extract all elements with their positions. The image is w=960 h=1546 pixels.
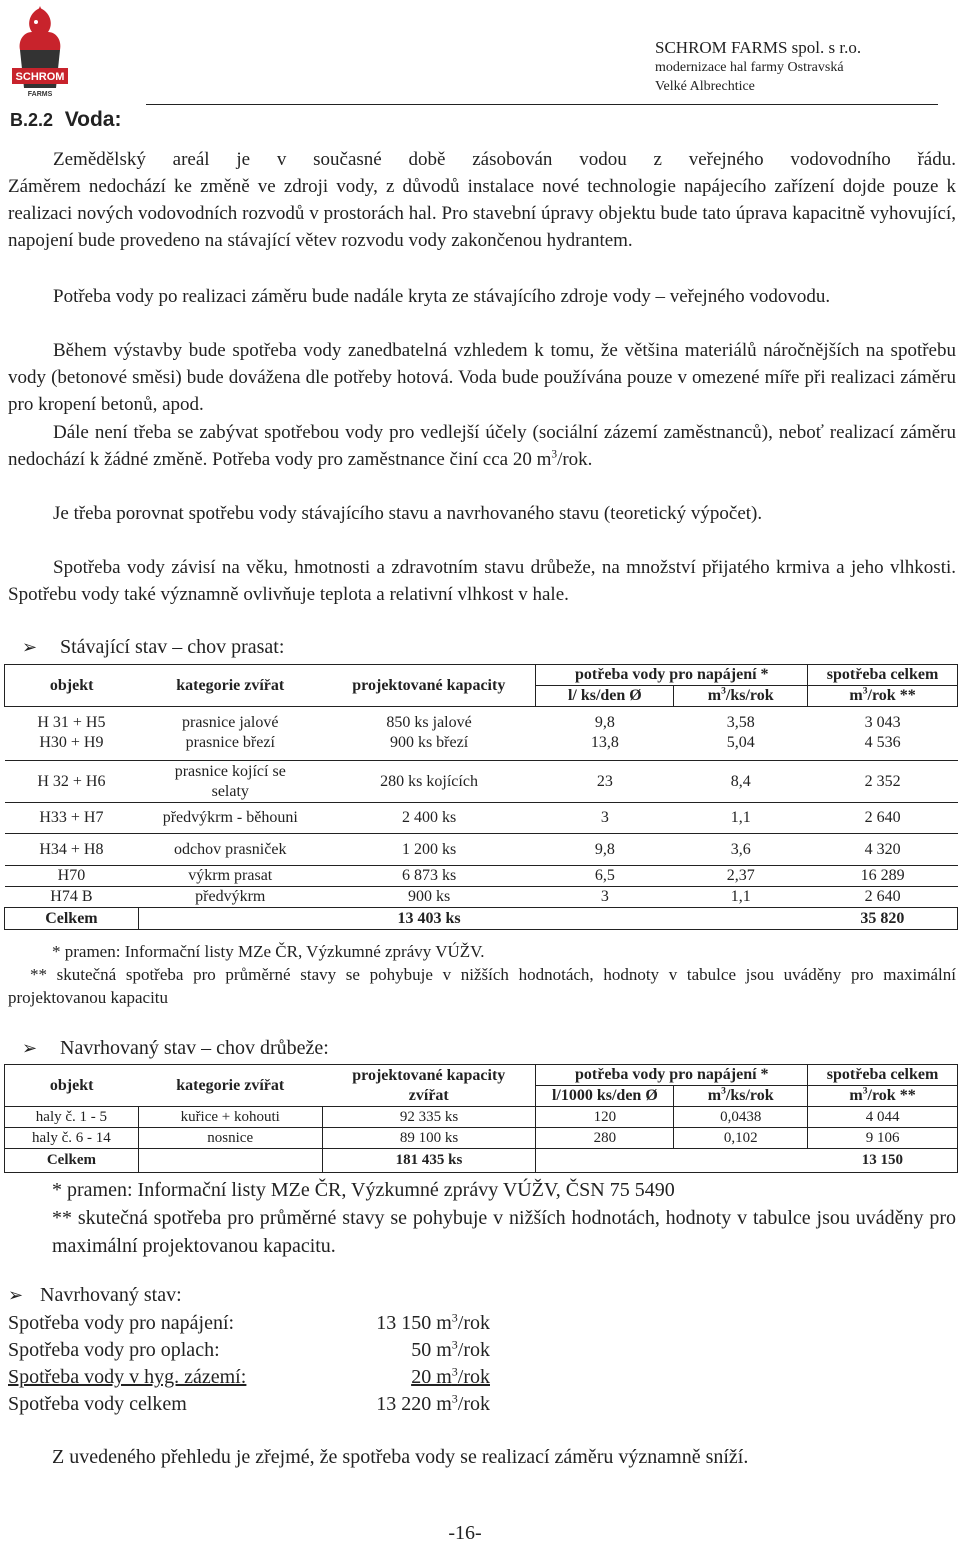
table2-total-row: Celkem 181 435 ks 13 150	[5, 1149, 958, 1173]
table2-col-m3rok: $m^3$/rok **	[808, 1086, 958, 1107]
header-rule	[146, 104, 938, 105]
table-row: H30 + H9 prasnice březí 900 ks březí 13,8 5,04 4 536	[39, 733, 901, 751]
table-current-state	[4, 664, 958, 930]
page-number: -16-	[448, 1522, 482, 1544]
summary-heading-text: Navrhovaný stav:	[40, 1284, 182, 1306]
table-row: H33 + H7 předvýkrm - běhouni 2 400 ks 3 1,1 2 640	[5, 803, 958, 834]
table2-col-objekt: objekt	[5, 1065, 139, 1107]
summary-row: Spotřeba vody pro oplach: 50 $m^3$/rok	[8, 1337, 490, 1361]
summary-row: Spotřeba vody celkem 13 220 $m^3$/rok	[8, 1391, 490, 1415]
table-row: H74 B předvýkrm 900 ks 3 1,1 2 640	[5, 887, 958, 908]
table1-heading	[22, 636, 284, 659]
summary-heading	[8, 1284, 182, 1307]
table-row: H 31 + H5 prasnice jalové 850 ks jalové 9,8 3,58 3 043	[37, 713, 901, 731]
table-row: haly č. 6 - 14 nosnice 89 100 ks 280 0,102 9 106	[5, 1128, 958, 1149]
table-row: H 32 + H6 prasnice kojící se selaty 280 ks kojících 23 8,4 2 352	[5, 761, 958, 803]
paragraph-3-text: Během výstavby bude spotřeba vody zanedbatelná vzhledem k tomu, že většina materiálů náročnějších na spotřebu vody (betonové směsi) bude dovážena dle potřeby hotová. Voda bude používána pouze v omezené míře při realizaci záměru pro kropení betonů, apod.	[8, 340, 956, 415]
paragraph-4-text: Dále není třeba se zabývat spotřebou vody pro vedlejší účely (sociální zázemí zaměstnanců), neboť realizací záměru nedochází k žádné změně. Potřeba vody pro zaměstnance činí cca 20 m	[8, 422, 956, 470]
paragraph-3	[8, 337, 956, 418]
table2-col-kapacity: projektované kapacity zvířat	[322, 1065, 536, 1107]
table1-col-m3rok: $m^3$/rok **	[808, 686, 958, 707]
bullet-arrow-icon: ➢	[22, 1038, 38, 1059]
summary-table	[8, 1310, 490, 1418]
bullet-arrow-icon: ➢	[22, 637, 38, 658]
paragraph-6	[8, 554, 956, 608]
paragraph-2	[8, 283, 956, 310]
table2-col-lden: l/1000 ks/den Ø	[536, 1086, 674, 1107]
paragraph-5-text: Je třeba porovnat spotřebu vody stávajícího stavu a navrhovaného stavu (teoretický výpočet).	[53, 503, 763, 524]
logo-sub: FARMS	[27, 91, 53, 98]
table2-heading	[22, 1037, 329, 1060]
table1-total-row: Celkem 13 403 ks 35 820	[5, 908, 958, 930]
conclusion: Z uvedeného přehledu je zřejmé, že spotřeba vody se realizací záměru významně sníží.	[52, 1446, 749, 1468]
table1-col-kapacity: projektované kapacity	[322, 665, 536, 707]
table1-col-spotreba: spotřeba celkem	[808, 665, 958, 686]
paragraph-4-sup: 3	[551, 448, 558, 461]
table1-heading-text: Stávající stav – chov prasat:	[60, 636, 285, 658]
table2-col-spotreba: spotřeba celkem	[808, 1065, 958, 1086]
table1-col-potreba: potřeba vody pro napájení *	[536, 665, 808, 686]
table1-col-kategorie: kategorie zvířat	[138, 665, 322, 707]
table1-col-objekt: objekt	[5, 665, 139, 707]
logo-text: SCHROM	[15, 71, 65, 83]
table2-col-m3ks: $m^3/ks$/rok	[674, 1086, 808, 1107]
table1-header-row	[5, 665, 958, 686]
table-row: haly č. 1 - 5 kuřice + kohouti 92 335 ks 120 0,0438 4 044	[5, 1107, 958, 1128]
paragraph-6-text: Spotřeba vody závisí na věku, hmotnosti a zdravotním stavu drůbeže, na množství přijatého krmiva a jeho vlhkosti. Spotřebu vody také významně ovlivňuje teplota a relativní vlhkost v hale.	[8, 557, 956, 605]
table2-heading-text: Navrhovaný stav – chov drůbeže:	[60, 1037, 329, 1059]
table-proposed-state	[4, 1064, 958, 1173]
section-heading	[10, 108, 121, 132]
table2-note-actual: ** skutečná spotřeba pro průměrné stavy se pohybuje v nižších hodnotách, hodnoty v tabulce jsou uváděny pro maximální projektovanou kapacitu.	[52, 1207, 956, 1257]
bullet-arrow-icon: ➢	[8, 1285, 24, 1306]
company-logo	[6, 2, 74, 102]
section-number: B.2.2	[10, 110, 54, 130]
paragraph-1-line: Zemědělský areál je v současné době zásobován vodou z veřejného vodovodního řádu.	[53, 149, 956, 170]
project-place: Velké Albrechtice	[655, 79, 755, 94]
paragraph-intro	[8, 146, 956, 254]
table1-note-source: * pramen: Informační listy MZe ČR, Výzkumné zprávy VÚŽV.	[52, 942, 485, 961]
table1-note-actual: ** skutečná spotřeba pro průměrné stavy se pohybuje v nižších hodnotách, hodnoty v tabulce jsou uváděny pro maximální projektovanou kapacitu	[8, 965, 956, 1007]
paragraph-5	[8, 500, 956, 527]
table1-col-lden: l/ ks/den Ø	[536, 686, 674, 707]
paragraph-1-rest: Záměrem nedochází ke změně ve zdroji vody, z důvodů instalace nové technologie napájecího zařízení dojde pouze k realizaci nových vodovodních rozvodů v prostorách hal. Pro stavební úpravy objektu bude tato úprava kapacitně vyhovující, napojení bude provedeno na stávající větev rozvodu vody zakončenou hydrantem.	[8, 176, 956, 251]
section-title: Voda:	[64, 108, 122, 131]
paragraph-4-end: /rok.	[557, 449, 593, 470]
paragraph-2-text: Potřeba vody po realizaci záměru bude nadále kryta ze stávajícího zdroje vody – veřejného vodovodu.	[53, 286, 831, 307]
paragraph-4	[8, 419, 956, 473]
table-row: H70 výkrm prasat 6 873 ks 6,5 2,37 16 289	[5, 866, 958, 887]
summary-row: Spotřeba vody pro napájení: 13 150 $m^3$/rok	[8, 1310, 490, 1334]
table2-note-source: * pramen: Informační listy MZe ČR, Výzkumné zprávy VÚŽV, ČSN 75 5490	[52, 1179, 675, 1201]
table2-header-row	[5, 1065, 958, 1086]
table2-col-potreba: potřeba vody pro napájení *	[536, 1065, 808, 1086]
table1-col-m3ks: $m^3/ks$/rok	[674, 686, 808, 707]
company-name: SCHROM FARMS spol. s r.o.	[655, 38, 862, 57]
table-row: H34 + H8 odchov prasniček 1 200 ks 9,8 3,6 4 320	[5, 834, 958, 866]
table2-col-kategorie: kategorie zvířat	[138, 1065, 322, 1107]
table2-notes	[52, 1176, 956, 1260]
project-name: modernizace hal farmy Ostravská	[655, 60, 844, 75]
summary-row: Spotřeba vody v hyg. zázemí: 20 $m^3$/rok	[8, 1364, 490, 1388]
company-block	[655, 38, 861, 96]
